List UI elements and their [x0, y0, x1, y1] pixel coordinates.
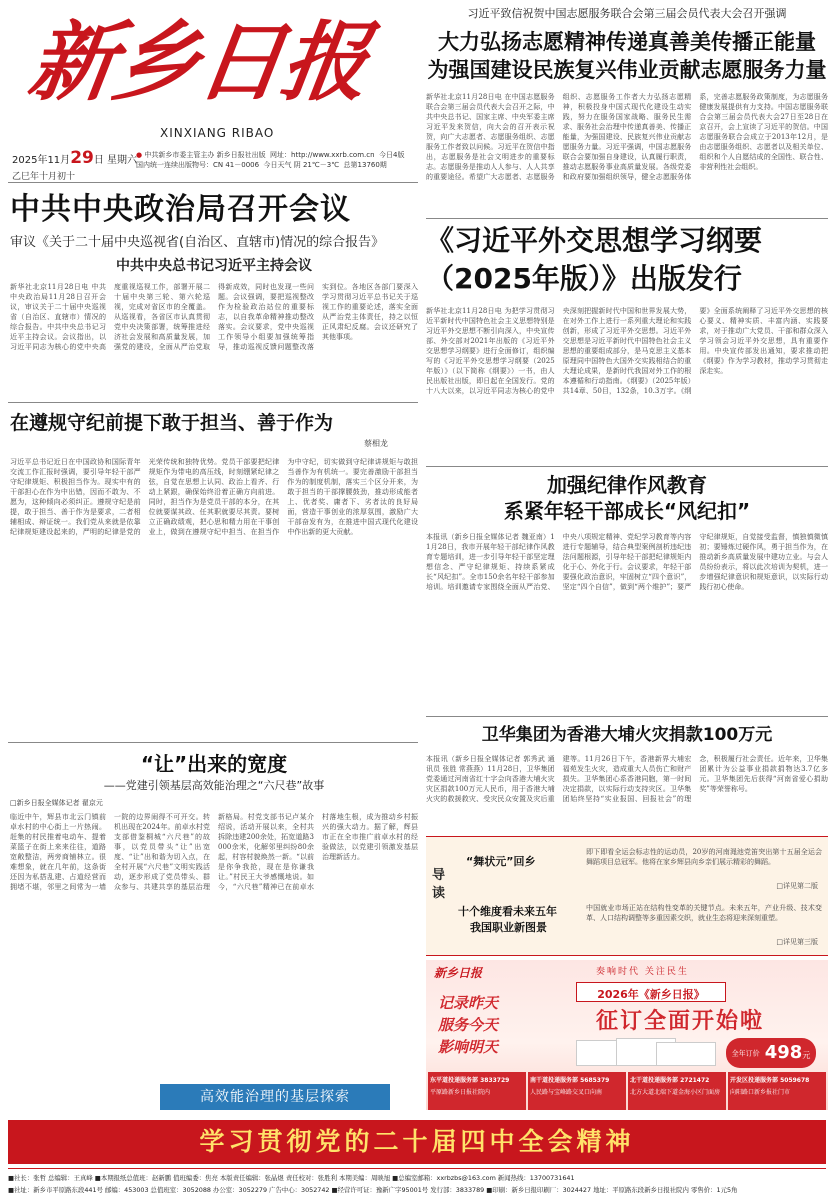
volunteer-body: 新华社北京11月28日电 在中国志愿服务联合会第三届会员代表大会召开之际，中共中央总书记、国家主席、中央军委主席习近平发来贺信，向大会的召开表示祝贺，向广大志愿者、志愿服务组织、志愿服务工作者致以问候。习近平在贺信中指出，志愿服务是社会文明进步的重要标志。志愿服务是推动人人参与、人人共享的重要途径。希望广大志愿者、志愿服务组织、志愿服务工作者大力弘扬志愿精神，积极投身中国式现代化建设生动实践，努力在服务国家战略、服务民生需求、服务社会治理中传递真善美、传播正能量，为强国建设、民族复兴伟业贡献志愿服务力量。习近平强调，中国志愿服务联合会要加强自身建设，认真履行职责，推动志愿服务事业高质量发展。各级党委和政府要加强组织领导，健全志愿服务体系，完善志愿服务政策制度，为志愿服务健康发展提供有力支持。中国志愿服务联合会第三届会员代表大会27日至28日在京召开，会上宣读了习近平的贺信。中国志愿服务联合会成立于2013年12月，是由志愿服务组织、志愿者以及相关单位、组织和个人自愿结成的全国性、联合性、非营利性社会组织。	[426, 93, 828, 181]
lead-article	[10, 188, 418, 398]
lead-byline: 中共中央总书记习近平主持会议	[116, 258, 312, 274]
guide-box	[426, 836, 828, 956]
footer-rule	[8, 1168, 826, 1169]
discipline-headline: 在遵规守纪前提下敢于担当、善于作为	[10, 412, 334, 434]
ad-contact-2[interactable]	[528, 1072, 626, 1110]
style-body: 本报讯（新乡日报全媒体记者 魏亚南）11月28日，我市开展年轻干部纪律作风教育专题培训，进一步引导年轻干部坚定理想信念、严守纪律规矩、持续系紧成长“风纪扣”。全市150余名年轻干部参加培训。培训邀请专家围绕全面从严治党、中央八项规定精神、党纪学习教育等内容进行专题辅导，结合典型案例剖析违纪违法问题根源，引导年轻干部把纪律规矩内化于心、外化于行。会议要求，年轻干部要强化政治意识，牢固树立“四个意识”，坚定“四个自信”，做到“两个维护”；要严守纪律规矩，自觉接受监督，慎独慎微慎初；要锤炼过硬作风，勇于担当作为，在推动新乡高质量发展中建功立业。与会人员纷纷表示，将以此次培训为契机，进一步增强纪律意识和规矩意识，以实际行动践行初心使命。	[426, 533, 828, 591]
bottom-banner	[8, 1120, 826, 1164]
date-prefix: 2025年11月	[12, 155, 71, 166]
ad-contact-3[interactable]	[628, 1072, 726, 1110]
ad-price-tag	[726, 1038, 816, 1068]
footer-line-2: ■社址：新乡市平原路东段441号 邮编：453003 总值班室：3052088 办公室：3052279 广告中心：3052742 ■经营许可证：豫新广字95001号 发行部：3833789 ■印刷：新乡日报印刷厂：3024427 地址：平原路东段新乡日报社院内 零售价：1元5角	[8, 1186, 738, 1194]
volunteer-headline-1: 大力弘扬志愿精神传递真善美传播正能量	[438, 30, 816, 54]
book-headline-2: （2025年版）》出版发行	[426, 262, 742, 295]
volunteer-kicker: 习近平致信祝贺中国志愿服务联合会第三届会员代表大会召开强调	[467, 7, 787, 20]
guide-item-2-ref: □详见第三版	[776, 938, 818, 946]
feature-author: □新乡日报全媒体记者 翟京元	[10, 799, 103, 807]
masthead-logo: 新乡日报	[22, 12, 374, 113]
ad-price-label: 全年订价	[731, 1049, 760, 1058]
ad-contact-2-title: 南干道投递服务部 5685379	[530, 1077, 610, 1084]
ad-mini-logo: 新乡日报	[434, 966, 483, 980]
donation-article	[426, 722, 828, 832]
guide-item-2[interactable]	[456, 899, 822, 951]
party-logo-icon: ●	[136, 151, 143, 159]
guide-item-1-title: “舞状元”回乡	[466, 855, 536, 868]
date-suffix: 日 星期六	[93, 155, 138, 166]
divider-lead	[8, 402, 418, 403]
ad-year-title	[576, 982, 726, 1002]
style-article	[426, 472, 828, 712]
ad-contact-1-addr: 平原路新乡日报社院内	[430, 1089, 491, 1096]
style-headline-1: 加强纪律作风教育	[547, 473, 707, 497]
cn-number: 国内统一连续出版物号：CN 41－0006	[136, 161, 260, 169]
ad-contact-4-title: 开发区投递服务部 5059678	[730, 1077, 810, 1084]
publisher: 中共新乡市委主管主办 新乡日报社出版	[144, 151, 266, 159]
ad-left-3: 影响明天	[438, 1038, 499, 1056]
donation-body: 本报讯（新乡日报全媒体记者 郭秀武 通讯员 张胜 常燕燕）11月28日，卫华集团党委通过河南省红十字会向香港大埔火灾灾区捐款100万元人民币，用于香港大埔火灾的救援救灾、受灾民众安置及灾后重建等。11月26日下午，香港新界大埔宏福苑发生火灾，造成重大人员伤亡和财产损失。卫华集团心系香港同胞，第一时间决定捐款，以实际行动支持灾区。卫华集团始终坚持“实业报国、回报社会”的理念，积极履行社会责任。近年来，卫华集团累计为公益事业捐款捐物达3.7亿多元。卫华集团先后获得“河南省爱心捐助奖”等荣誉称号。	[426, 755, 828, 803]
feature-headline: “让”出来的宽度	[140, 752, 288, 776]
volunteer-article	[426, 6, 828, 216]
lead-subhead: 审议《关于二十届中央巡视省(自治区、直辖市)情况的综合报告》	[10, 235, 385, 250]
guide-item-1-ref: □详见第二版	[776, 882, 818, 890]
ad-slogan: 奏响时代 关注民生	[596, 967, 689, 977]
ad-price-unit: 元	[802, 1051, 811, 1060]
masthead	[0, 0, 418, 182]
guide-item-2-title-2: 我国职业新图景	[470, 921, 547, 934]
discipline-author: 蔡相龙	[364, 439, 388, 448]
donation-headline: 卫华集团为香港大埔火灾捐款100万元	[481, 725, 773, 745]
masthead-divider	[8, 182, 418, 183]
feature-subhead: ——党建引领基层高效能治理之“六尺巷”故事	[103, 779, 325, 792]
subscription-ad[interactable]	[426, 960, 828, 1110]
guide-item-1[interactable]	[456, 843, 822, 895]
ad-price: 498	[764, 1042, 803, 1063]
ad-contact-1-title: 东平道投递服务部 3833729	[430, 1077, 510, 1084]
book-body: 新华社北京11月28日电 为把学习贯彻习近平新时代中国特色社会主义思想特别是习近平外交思想不断引向深入，中央宣传部、外交部对2021年出版的《习近平外交思想学习纲要》进行全面修订，组织编写的《习近平外交思想学习纲要（2025年版）》（以下简称《纲要》）一书，由人民出版社出版，即日起在全国发行。党的十八大以来，以习近平同志为核心的党中央深刻把握新时代中国和世界发展大势，在对外工作上进行一系列重大理论和实践创新，形成了习近平外交思想。习近平外交思想是习近平新时代中国特色社会主义思想的重要组成部分，是马克思主义基本原理同中国特色大国外交实践相结合的重大理论成果，是新时代我国对外工作的根本遵循和行动指南。《纲要》（2025年版）共14章、50目，132条，10.3万字。《纲要》全面系统阐释了习近平外交思想的核心要义、精神实质、丰富内涵、实践要求，对于推动广大党员、干部和群众深入学习领会习近平外交思想，具有重要作用。中央宣传部发出通知，要求推动把《纲要》作为学习教材，推动学习贯彻走深走实。	[426, 307, 828, 395]
date-block	[12, 148, 138, 182]
ad-year-title-text: 2026年《新乡日报》	[597, 988, 705, 1001]
lead-headline: 中共中央政治局召开会议	[10, 192, 351, 227]
masthead-pinyin: XINXIANG RIBAO	[160, 126, 275, 140]
ad-contact-3-addr: 北方大道北端下道金海小区门面房	[630, 1089, 721, 1096]
weather: 今日天气 阴 21℃－3℃	[263, 161, 340, 169]
bottom-banner-text: 学习贯彻党的二十届四中全会精神	[199, 1127, 635, 1156]
divider-book	[426, 466, 828, 467]
ad-left-1: 记录昨天	[438, 994, 499, 1012]
ad-contact-4[interactable]	[728, 1072, 826, 1110]
guide-item-2-title-1: 十个维度看未来五年	[458, 905, 557, 918]
divider-top-right	[426, 218, 828, 219]
feature-banner	[160, 1084, 390, 1110]
masthead-info	[136, 150, 420, 170]
ad-left-slogans	[438, 992, 528, 1058]
feature-body: 临近中午，辉县市北云门镇前卓水村的中心街上一片热闹。赶集的村民推着电动车、提着菜篮子在街上来来往往，道路宽敞整洁，两旁商铺林立。很难想象，就在几年前，这条街还因为私搭乱建、占道经营而拥堵不堪，邻里之间常为一墙一院的边界闹得不可开交。转机出现在2024年。前卓水村党支部借鉴桐城“六尺巷”的故事，以党员带头“让”出宽度、“让”出和谐为切入点，在全村开展“六尺巷”文明实践活动，逐步形成了党员带头、群众参与、共建共享的基层治理新格局。村党支部书记卢某介绍说，活动开展以来，全村共拆除违建200余处，拓宽道路3000余米，化解邻里纠纷80余起，村容村貌焕然一新。“以前是你争我抢，现在是你谦我让。”村民王大爷感慨地说。如今，“六尺巷”精神已在前卓水村落地生根，成为推动乡村振兴的强大动力。据了解，辉县市正在全市推广前卓水村的经验做法，以党建引领激发基层治理新活力。	[10, 813, 418, 891]
website: 网址：http://www.xxrb.com.cn	[270, 151, 375, 159]
feature-article	[10, 750, 418, 1085]
guide-item-1-desc: 即下即看全运会标志性的运动员，20岁的河南渑池党笛突出第十五届全运会舞蹈项目总冠军。他将在家乡辉县向乡亲们展示精彩的舞蹈。	[586, 848, 822, 866]
book-headline-1: 《习近平外交思想学习纲要	[426, 224, 763, 257]
footer	[8, 1172, 826, 1196]
divider-discipline	[8, 742, 418, 743]
footer-line-1: ■社长：张哲 总编辑：王真峰 ■本期报纸总值班：赵新鹏 值班编委：焦亮 本版责任编辑：张晶煜 责任校对：张胜利 本期美编：周映旭 ■总编室邮箱：xxrbzbs@163.com 新闻热线：13700731641	[8, 1174, 575, 1182]
issue-count: 今日4版	[378, 151, 405, 159]
style-headline-2: 系紧年轻干部成长“风纪扣”	[503, 499, 751, 523]
ad-big-title: 征订全面开始啦	[596, 1009, 765, 1034]
ad-contact-2-addr: 人民路与宝峰路交叉口向南	[530, 1089, 603, 1096]
guide-item-2-desc: 中国就业市场正站在结构性变革的关键节点。未来五年，产业升级、技术变革、人口结构调整等多重因素交织，就业生态将迎来深刻重塑。	[586, 904, 822, 922]
discipline-article	[10, 408, 418, 738]
total-issue: 总第13760期	[343, 161, 387, 169]
ad-newspaper-stack	[576, 1038, 716, 1068]
ad-left-2: 服务今天	[438, 1016, 499, 1034]
ad-contact-1[interactable]	[428, 1072, 526, 1110]
volunteer-headline-2: 为强国建设民族复兴伟业贡献志愿服务力量	[427, 58, 827, 82]
lunar-date: 乙巳年十月初十	[12, 172, 76, 182]
date-day: 29	[70, 148, 94, 168]
ad-contact-3-title: 北干道投递服务部 2721472	[630, 1077, 710, 1084]
book-article	[426, 222, 828, 462]
divider-style	[426, 716, 828, 717]
guide-label: 导读	[432, 868, 446, 901]
ad-contact-4-addr: 向阳路口新乡报社门市	[730, 1089, 791, 1096]
ad-contacts	[426, 1072, 828, 1110]
discipline-body: 习近平总书记近日在中国政协和国际青年交流工作汇报时强调，要引导年轻干部严守纪律规矩、积极担当作为。现实中有的干部担心在作为中出错，因而不敢为、不愿为，这种倾向必须纠正。遵规守纪是前提，敢于担当、善于作为是要求，二者相辅相成、辩证统一。我们党从来就是依靠纪律规矩建设起来的，严明的纪律是党的光荣传统和独特优势。党员干部要把纪律规矩作为带电的高压线，时刻绷紧纪律之弦，自觉在思想上认同、政治上看齐、行动上紧跟，确保始终沿着正确方向前进。同时，担当作为是党员干部的本分，在其位就要谋其政、任其职就要尽其责。要树立正确政绩观，把心思和精力用在干事创业上，做到在遵规守纪中担当、在担当作为中守纪，切实做到守纪律讲规矩与敢担当善作为有机统一。要完善激励干部担当作为的制度机制，落实三个区分开来，为敢于担当的干部撑腰鼓劲，推动形成能者上、优者奖、庸者下、劣者汰的良好局面，营造干事创业的浓厚氛围，激励广大干部奋发有为，在推进中国式现代化建设中作出新的更大贡献。	[10, 458, 418, 536]
feature-banner-text: 高效能治理的基层探索	[200, 1089, 350, 1105]
lead-body: 新华社北京11月28日电 中共中央政治局11月28日召开会议，审议关于二十届中央巡视省（自治区、直辖市）情况的综合报告。中共中央总书记习近平主持会议。会议指出，以习近平同志为核心的党中央高度重视巡视工作，部署开展二十届中央第三轮、第六轮巡视，完成对省区市的全覆盖。从巡视看，各省区市认真贯彻党中央决策部署，统筹推进经济社会发展和高质量发展，加强党的建设，全面从严治党取得新成效，同时也发现一些问题。会议强调，要把巡视整改作为检验政治站位的重要标志，以自我革命精神推动整改落实。会议要求，党中央巡视工作领导小组要加强统筹指导，推动巡视反馈问题整改落实到位。各地区各部门要深入学习贯彻习近平总书记关于巡视工作的重要论述，落实全面从严治党主体责任，持之以恒正风肃纪反腐。会议还研究了其他事项。	[10, 283, 418, 351]
